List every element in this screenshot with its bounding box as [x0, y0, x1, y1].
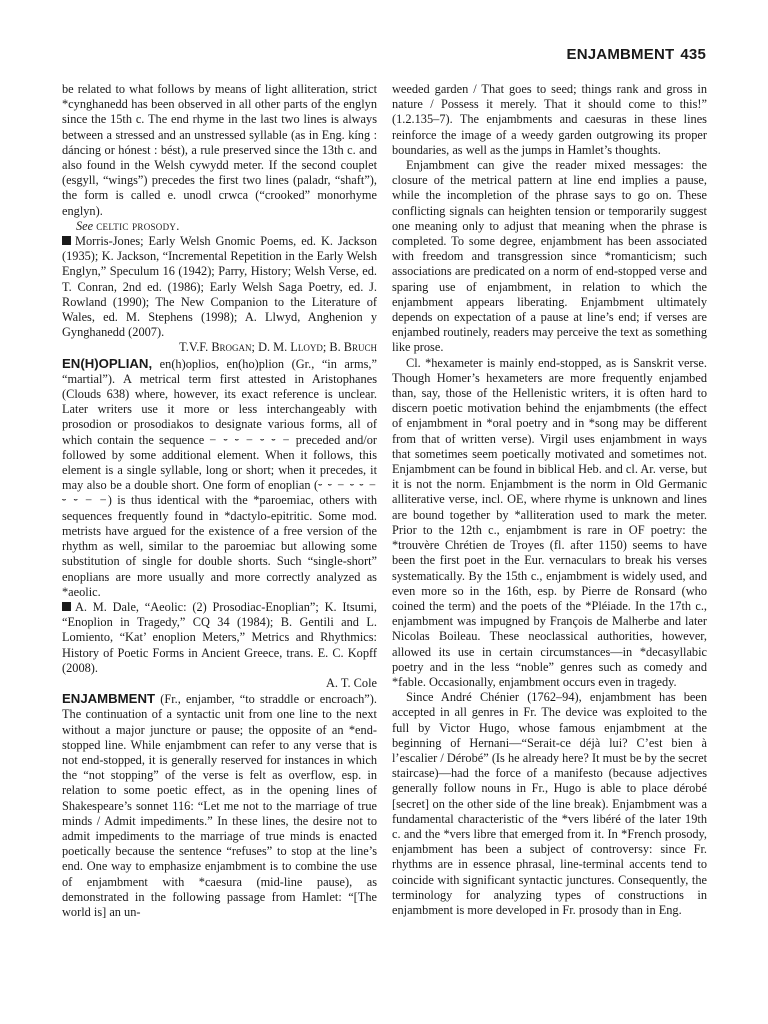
body-paragraph: Cl. *hexameter is mainly end-stopped, as is Sanskrit verse. Though Homer’s hexameters are more frequently enjambed than, say, those of the Hellenistic writers, it is often hard to discern poetic motivation behind the enjambments (the effect of enjambment in *oral poetry and in *song may be different from that of written verse). Virgil uses enjambment in ways that sometimes seem poetically motivated and sometimes not. Enjambment can be found in biblical Heb. and cl. Ar. verse, but it is not the norm. Enjambment is the norm in Old Germanic alliterative verse, incl. OE, where rhyme is unknown and lines are bound together by *alliteration used to mark the meter. Prior to the 12th c., enjambment is rare in OF poetry: the *trouvère Chrétien de Troyes (fl. after 1150) seems to have been the first poet in the Eur. vernaculars to break his verses systematically. By the 15th c., enjambment is widely used, and even more so in the 16th, esp. by Pierre de Ronsard (who coined the term) and the poets of the *Pléiade. In the 17th c., enjambment was impugned by François de Malherbe and later Nicolas Boileau. These neoclassical authorities, however, allowed its use in certain circumstances—in *decasyllabic poetry and in the less “noble” genres such as comedy and *fable. Occasionally, enjambment occurs even in tragedy.	[392, 355, 707, 689]
englyn-paragraph: be related to what follows by means of light alliteration, strict *cynghanedd has been observed in all other parts of the englyn since the 15th c. The end rhyme in the last two lines is always between a stressed and an unstressed syllable (as in Eng. kíng : dáncing or hónest : bést), a rule preserved since the 13th c. and also found in the Welsh cywydd meter. If the second couplet (esgyll, “wings”) precedes the first two lines (paladr, “shaft”), the form is called e. unodl crwca (“crooked” monorhyme englyn).	[62, 82, 377, 218]
entry-body-continued: preceded and/or followed by some additional element. When it follows, this element is a single syllable, long or short; when it precedes, it may also be a double short. One form of enoplian (	[62, 432, 378, 493]
bibliography-square-icon	[62, 236, 71, 245]
entry-headword: EN(H)OPLIAN,	[62, 355, 153, 371]
page-number: 435	[680, 46, 706, 63]
bibliography-text: Morris-Jones; Early Welsh Gnomic Poems, ed. K. Jackson (1935); K. Jackson, “Incremental Repetition in the Early Welsh Englyn,” Speculum 16 (1942); Parry, History; Welsh Verse, ed. T. Conran, 2nd ed. (1986); Early Welsh Saga Poetry, ed. J. Rowland (1990); The New Companion to the Literature of Wales, ed. M. Stephens (1998); A. Llwyd, Anghenion y Gynghanedd (2007).	[62, 234, 377, 340]
bibliography-square-icon	[62, 602, 71, 611]
entry-body: (Fr., enjamber, “to straddle or encroach”). The continuation of a syntactic unit from one line to the next without a major juncture or pause; the opposite of an *end-stopped line. While enjambment can refer to any verse that is not end-stopped, it is generally reserved for instances in which the “not stopping” of the verse is felt as overflow, esp. in relation to some poetic effect, as in the opening lines of Shakespeare’s sonnet 116: “Let me not to the marriage of true minds / Admit impediments.” In these lines, the desire not to admit impediments to the marriage of true minds is enacted poetically because the sentence “refuses” to stop at the line’s end. One way to emphasize enjambment is to combine the use of enjambment with *caesura (mid-line pause), as demonstrated in the following passage from Hamlet: “[The world is] an un-	[62, 692, 377, 919]
body-paragraph: Enjambment can give the reader mixed messages: the closure of the metrical pattern at line end implies a pause, while the incompletion of the phrase says to go on. These conflicting signals can heighten tension or temporarily suggest one meaning only to adjust that meaning when the phrase is completed. To some degree, enjambment has been associated with freedom and transgression since *romanticism; such associations are predicated on a norm of end-stopped verse and sparing use of enjambment, in relation to which the enjambment appears liberating. Enjambment ultimately depends on expectation of a pause at line’s end; if verses are enjambed routinely, readers may perceive the text as something like prose.	[392, 158, 707, 355]
entry-enoplian	[62, 356, 377, 600]
see-also	[62, 219, 377, 234]
bibliography-enoplian	[62, 600, 377, 676]
see-target-link[interactable]: celtic prosody.	[96, 218, 180, 233]
author-signature: A. T. Cole	[326, 675, 377, 690]
author-signature: T.V.F. Brogan; D. M. Lloyd; B. Bruch	[179, 340, 377, 355]
body-paragraph: Since André Chénier (1762–94), enjambment has been accepted in all genres in Fr. The device was exploited to the full by Victor Hugo, whose famous enjambment at the beginning of Hernani—“Serait-ce déjà lui? C’est bien à l’escalier / Dérobé” (Is he already here? It must be by the secret staircase)—had the force of a manifesto (because adjectives generally follow nouns in Fr., Hugo is able to place dérobé [secret] on the other side of the line break). Enjambment was a fundamental characteristic of the *vers libéré of the later 19th c. and the *vers libre that emerged from it. In *French prosody, enjambment has been a subject of controversy: since Fr. rhythms are in essence phrasal, line-terminal accents tend to coincide with significant syntactic junctures. Consequently, the terminology for analyzing types of constructions in enjambment is more developed in Fr. prosody than in Eng.	[392, 690, 707, 917]
see-label: See	[76, 218, 94, 233]
entry-body: en(h)oplios, en(ho)plion (Gr., “in arms,” “martial”). A metrical term first attested in Aristophanes (Clouds 638) where, however, its exact reference is unclear. Later writers use it more or less interchangeably with prosodion or prosodiakos to designate various forms, all of which contain the sequence	[62, 356, 377, 447]
left-column	[62, 82, 377, 920]
metrical-sequence: − ⏑ ⏑ − ⏑ ⏑ −	[209, 432, 291, 447]
running-head-title: ENJAMBMENT	[566, 46, 675, 63]
entry-headword: ENJAMBMENT	[62, 691, 156, 707]
right-column	[392, 82, 707, 918]
bibliography-englyn	[62, 234, 377, 340]
running-head	[567, 46, 706, 63]
body-paragraph: weeded garden / That goes to seed; things rank and gross in nature / Possess it merely. That it should come to this!” (1.2.135–7). The enjambments and caesuras in these lines reinforce the image of a weedy garden outgrowing its proper boundaries, as well as the jumps in Hamlet’s thoughts.	[392, 82, 707, 157]
entry-body-continued: ) is thus identical with the *paroemiac, others with sequences frequently found in *dactylo-epitritic. Some mod. metrists have argued for the existence of a free version of the rhythm as well, similar to the paroemiac but allowing some substitution of single for double shorts. Such “single-short” enoplians are more usually and more correctly analyzed as *aeolic.	[62, 493, 377, 599]
bibliography-text: A. M. Dale, “Aeolic: (2) Prosodiac-Enoplian”; K. Itsumi, “Enoplion in Tragedy,” CQ 34 (1984); B. Gentili and L. Lomiento, “Kat’ enoplion Meters,” Metrics and Rhythmics: History of Poetic Forms in Ancient Greece, trans. E. C. Kopff (2008).	[62, 599, 377, 675]
entry-enjambment	[62, 691, 377, 920]
metrical-sequence: ⏑ ⏑ − ⏑ ⏑ − ⏑ ⏑ − −	[62, 478, 378, 508]
